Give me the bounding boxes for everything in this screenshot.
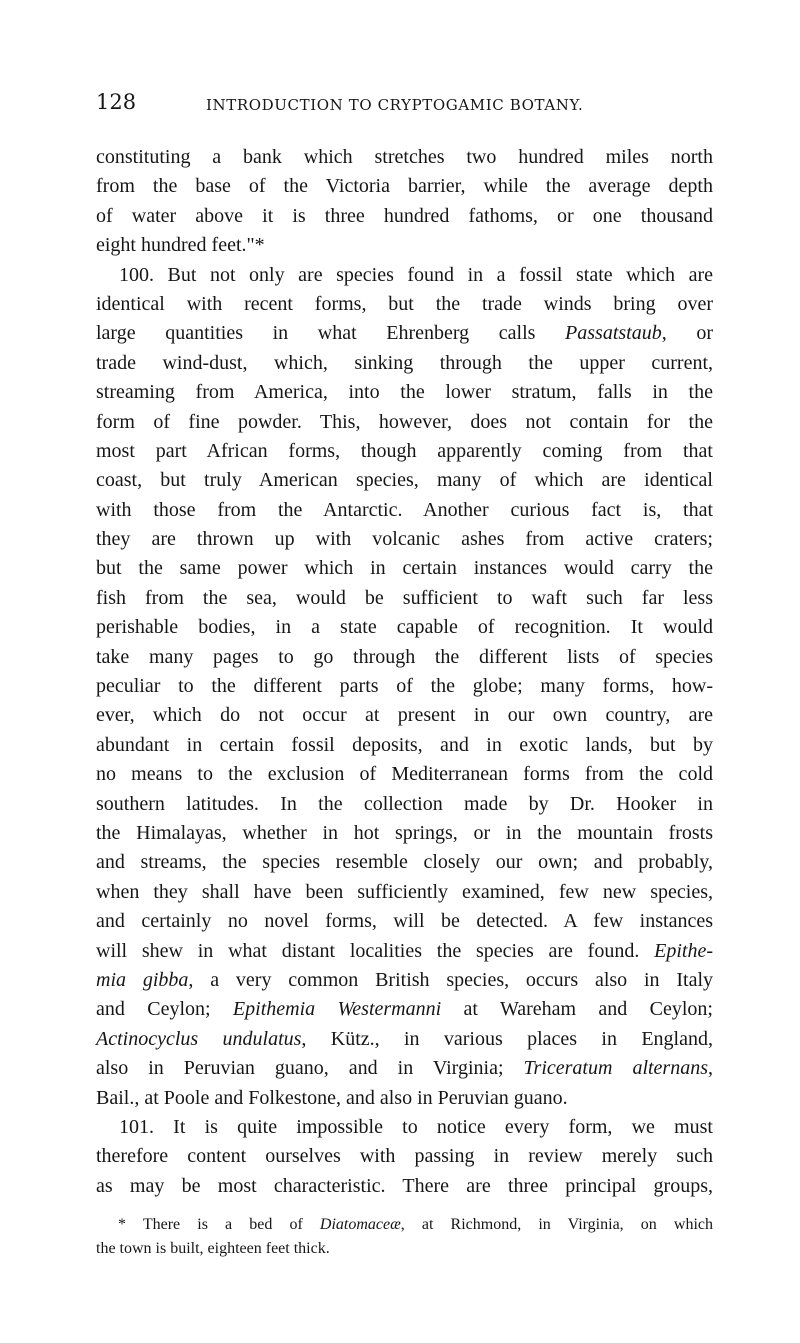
text-line: will shew in what distant localities the species are found. Epithe- bbox=[96, 939, 713, 962]
body-text bbox=[96, 143, 713, 1201]
paragraph-101-start: 101. It is quite impossible to notice every form, we must bbox=[119, 1115, 713, 1138]
text-line: Bail., at Poole and Folkestone, and also in Peruvian guano. bbox=[96, 1086, 568, 1109]
text-line: with those from the Antarctic. Another curious fact is, that bbox=[96, 498, 713, 521]
text-line: Actinocyclus undulatus, Kütz., in various places in England, bbox=[96, 1027, 713, 1050]
footnote-line: the town is built, eighteen feet thick. bbox=[96, 1240, 330, 1257]
text-line: streaming from America, into the lower stratum, falls in the bbox=[96, 381, 713, 404]
text-line: no means to the exclusion of Mediterranean forms from the cold bbox=[96, 763, 713, 786]
paragraph-100-start: 100. But not only are species found in a fossil state which are bbox=[119, 263, 713, 286]
text-line: large quantities in what Ehrenberg calls Passatstaub, or bbox=[96, 322, 713, 345]
text-line: ever, which do not occur at present in our own country, are bbox=[96, 704, 713, 727]
text-line: as may be most characteristic. There are three principal groups, bbox=[96, 1174, 713, 1197]
running-title: INTRODUCTION TO CRYPTOGAMIC BOTANY. bbox=[206, 96, 584, 114]
text-line: and certainly no novel forms, will be detected. A few instances bbox=[96, 910, 713, 933]
footnote-line: * There is a bed of Diatomaceæ, at Richmond, in Virginia, on which bbox=[118, 1216, 713, 1233]
text-line: when they shall have been sufficiently examined, few new species, bbox=[96, 880, 713, 903]
page-number: 128 bbox=[96, 90, 137, 114]
text-line: of water above it is three hundred fathoms, or one thousand bbox=[96, 204, 713, 227]
text-line: they are thrown up with volcanic ashes from active craters; bbox=[96, 528, 713, 551]
text-line: constituting a bank which stretches two hundred miles north bbox=[96, 146, 713, 168]
text-line: fish from the sea, would be sufficient to waft such far less bbox=[96, 586, 713, 609]
text-line: mia gibba, a very common British species, occurs also in Italy bbox=[96, 968, 714, 991]
text-line: therefore content ourselves with passing in review merely such bbox=[96, 1145, 713, 1168]
text-line: southern latitudes. In the collection made by Dr. Hooker in bbox=[96, 792, 713, 815]
text-line: abundant in certain fossil deposits, and in exotic lands, but by bbox=[96, 733, 713, 756]
text-line: eight hundred feet."* bbox=[96, 234, 265, 257]
text-line: but the same power which in certain instances would carry the bbox=[96, 557, 713, 580]
page-header bbox=[96, 90, 716, 124]
text-line: perishable bodies, in a state capable of recognition. It would bbox=[96, 616, 713, 639]
text-line: most part African forms, though apparently coming from that bbox=[96, 439, 713, 462]
text-line: peculiar to the different parts of the globe; many forms, how- bbox=[96, 675, 713, 698]
text-line: and streams, the species resemble closely our own; and probably, bbox=[96, 851, 713, 874]
text-line: also in Peruvian guano, and in Virginia; Triceratum alternans, bbox=[96, 1057, 713, 1080]
text-line: form of fine powder. This, however, does not contain for the bbox=[96, 410, 713, 433]
text-line: and Ceylon; Epithemia Westermanni at Wareham and Ceylon; bbox=[96, 998, 713, 1021]
footnote bbox=[96, 1213, 713, 1261]
text-line: take many pages to go through the different lists of species bbox=[96, 645, 713, 668]
text-line: the Himalayas, whether in hot springs, or in the mountain frosts bbox=[96, 821, 713, 844]
text-line: from the base of the Victoria barrier, while the average depth bbox=[96, 175, 713, 198]
text-line: trade wind-dust, which, sinking through the upper current, bbox=[96, 351, 713, 374]
text-line: identical with recent forms, but the trade winds bring over bbox=[96, 292, 713, 315]
text-line: coast, but truly American species, many of which are identical bbox=[96, 469, 713, 492]
